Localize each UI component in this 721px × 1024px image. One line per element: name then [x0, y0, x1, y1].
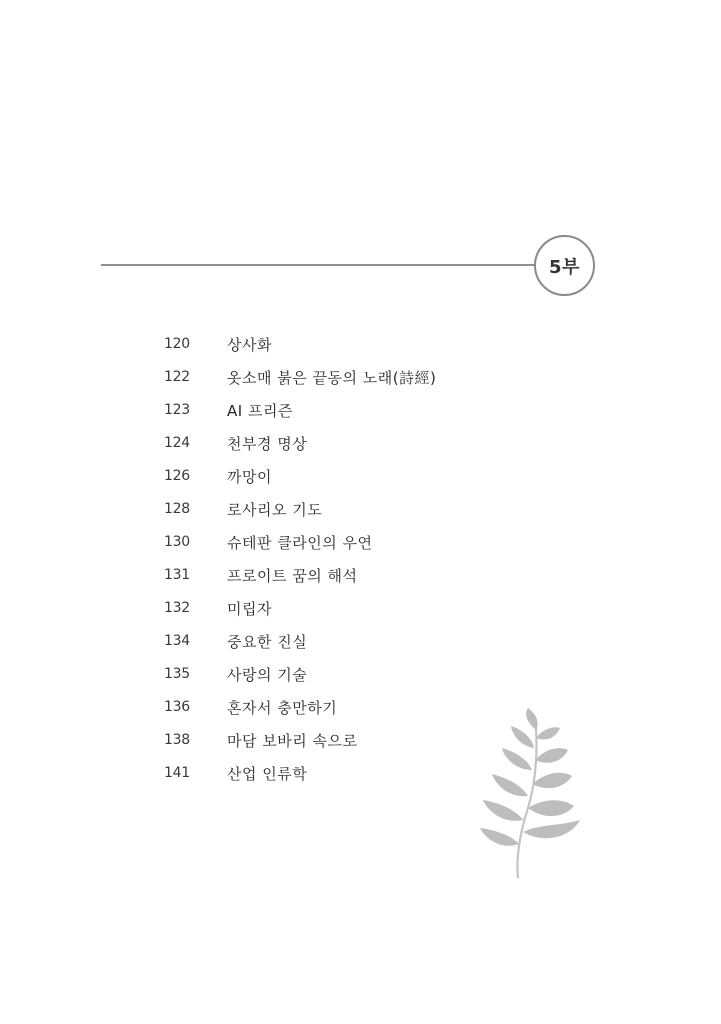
toc-entry[interactable]: [0, 332, 721, 360]
toc-entry[interactable]: [0, 431, 721, 459]
toc-entry[interactable]: [0, 761, 721, 789]
toc-page-number: 138: [164, 732, 190, 748]
toc-page-number: 124: [164, 435, 190, 451]
toc-entry-title: 혼자서 충만하기: [227, 699, 338, 717]
toc-entry[interactable]: [0, 464, 721, 492]
part-number-label: 5부: [549, 256, 580, 278]
toc-entry-title: 중요한 진실: [227, 633, 308, 651]
toc-entry-title: 상사화: [227, 336, 272, 354]
toc-entry[interactable]: [0, 365, 721, 393]
toc-page-number: 122: [164, 369, 190, 385]
toc-entry[interactable]: [0, 398, 721, 426]
toc-page-number: 128: [164, 501, 190, 517]
toc-entry-title: AI 프리즌: [227, 402, 293, 420]
toc-entry[interactable]: [0, 563, 721, 591]
toc-entry[interactable]: [0, 695, 721, 723]
toc-entry[interactable]: [0, 596, 721, 624]
part-divider-line: [101, 264, 535, 266]
toc-entry-title: 사랑의 기술: [227, 666, 308, 684]
toc-page-number: 132: [164, 600, 190, 616]
toc-page-number: 123: [164, 402, 190, 418]
toc-entry-title: 옷소매 붉은 끝동의 노래(詩經): [227, 369, 437, 387]
part-number-badge: [534, 235, 595, 296]
toc-page-number: 135: [164, 666, 190, 682]
toc-page-number: 126: [164, 468, 190, 484]
toc-entry-title: 산업 인류학: [227, 765, 308, 783]
toc-entry[interactable]: [0, 662, 721, 690]
toc-page-number: 120: [164, 336, 190, 352]
toc-entry-title: 마담 보바리 속으로: [227, 732, 358, 750]
toc-entry-title: 로사리오 기도: [227, 501, 323, 519]
toc-entry-title: 슈테판 클라인의 우연: [227, 534, 373, 552]
toc-page-number: 134: [164, 633, 190, 649]
toc-entry[interactable]: [0, 497, 721, 525]
leaf-branch-icon: [478, 708, 586, 880]
toc-entry[interactable]: [0, 629, 721, 657]
toc-entry-title: 까망이: [227, 468, 272, 486]
toc-entry[interactable]: [0, 728, 721, 756]
toc-page-number: 131: [164, 567, 190, 583]
toc-page-number: 141: [164, 765, 190, 781]
toc-entry-title: 프로이트 꿈의 해석: [227, 567, 358, 585]
toc-entry-title: 미립자: [227, 600, 272, 618]
toc-entry[interactable]: [0, 530, 721, 558]
toc-page-number: 136: [164, 699, 190, 715]
toc-page-number: 130: [164, 534, 190, 550]
toc-entry-title: 천부경 명상: [227, 435, 308, 453]
